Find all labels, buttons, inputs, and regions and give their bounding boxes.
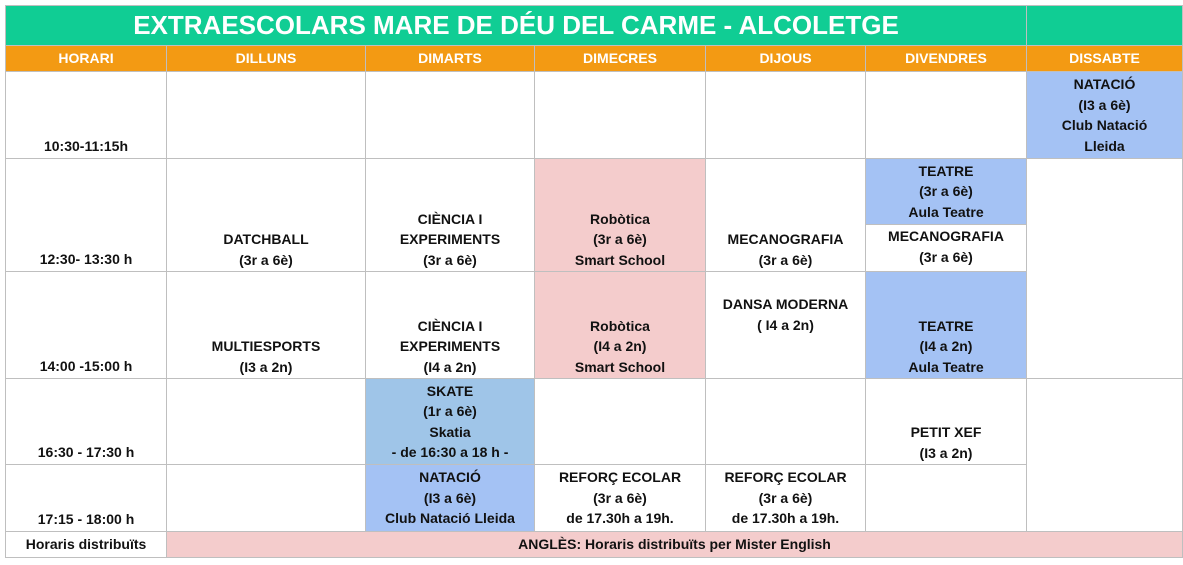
time-slot-1715[interactable] — [6, 465, 167, 532]
header-dissabte[interactable] — [1027, 46, 1183, 72]
header-dimarts[interactable] — [366, 46, 535, 72]
activity-location: Smart School — [574, 358, 666, 375]
time-label: 16:30 - 17:30 h — [37, 443, 135, 460]
empty-cell[interactable] — [1027, 159, 1183, 379]
empty-cell[interactable] — [1027, 379, 1183, 532]
grid-border — [5, 5, 1183, 6]
time-label: 14:00 -15:00 h — [39, 357, 133, 374]
activity-group: (I3 a 2n) — [239, 358, 293, 375]
header-label: DIMECRES — [583, 50, 657, 67]
activity-group: (3r a 6è) — [593, 489, 647, 506]
activity-group: (3r a 6è) — [758, 489, 813, 506]
activity-group: (I4 a 2n) — [593, 338, 647, 354]
empty-cell[interactable] — [535, 379, 706, 465]
activity-natacio-saturday[interactable] — [1027, 72, 1183, 159]
time-slot-1400[interactable] — [6, 272, 167, 379]
activity-group: (I3 a 6è) — [1078, 96, 1131, 113]
activity-group: (I4 a 2n) — [919, 338, 973, 354]
angles-note-text: ANGLÈS: Horaris distribuïts per Mister English — [518, 536, 831, 553]
activity-group: (I3 a 6è) — [423, 489, 477, 506]
activity-group: (3r a 6è) — [593, 231, 647, 247]
empty-cell[interactable] — [167, 379, 366, 465]
activity-group: (I3 a 2n) — [919, 444, 973, 461]
activity-name: CIÈNCIA I — [417, 317, 483, 334]
activity-location: Aula Teatre — [908, 203, 984, 220]
activity-teatre-2[interactable] — [866, 272, 1027, 379]
time-label: 17:15 - 18:00 h — [37, 510, 135, 527]
activity-name: EXPERIMENTS — [399, 231, 501, 247]
activity-group: (3r a 6è) — [919, 183, 973, 200]
activity-location: Lleida — [1084, 137, 1125, 154]
header-dijous[interactable] — [706, 46, 866, 72]
activity-name: MECANOGRAFIA — [888, 228, 1004, 244]
activity-group: (I4 a 2n) — [423, 358, 477, 375]
time-label: Horaris distribuïts — [25, 536, 147, 553]
empty-cell[interactable] — [167, 465, 366, 532]
header-dilluns[interactable] — [167, 46, 366, 72]
activity-name: MULTIESPORTS — [211, 338, 321, 354]
activity-name: CIÈNCIA I — [417, 210, 483, 227]
activity-group: (1r a 6è) — [423, 403, 477, 419]
header-label: DISSABTE — [1069, 50, 1140, 67]
time-slot-distributed[interactable] — [6, 532, 167, 558]
time-slot-1230[interactable] — [6, 159, 167, 272]
activity-ciencia-experiments-1[interactable] — [366, 159, 535, 272]
activity-group: (3r a 6è) — [423, 251, 477, 268]
header-divendres[interactable] — [866, 46, 1027, 72]
header-dimecres[interactable] — [535, 46, 706, 72]
activity-name: TEATRE — [918, 162, 974, 179]
activity-group: (3r a 6è) — [919, 248, 973, 265]
activity-ciencia-experiments-2[interactable] — [366, 272, 535, 379]
header-label: DIJOUS — [759, 50, 812, 67]
empty-cell[interactable] — [167, 72, 366, 159]
title-text: EXTRAESCOLARS MARE DE DÉU DEL CARME - ALCOLETGE — [133, 10, 899, 41]
activity-name: NATACIÓ — [419, 469, 481, 486]
activity-name: NATACIÓ — [1073, 76, 1136, 92]
empty-cell[interactable] — [866, 465, 1027, 532]
activity-robotica-1[interactable] — [535, 159, 706, 272]
activity-name: TEATRE — [918, 317, 974, 334]
activity-robotica-2[interactable] — [535, 272, 706, 379]
time-slot-1630[interactable] — [6, 379, 167, 465]
activity-schedule: de 17.30h a 19h. — [566, 510, 674, 527]
activity-name: EXPERIMENTS — [399, 338, 501, 354]
activity-mecanografia-friday[interactable] — [866, 225, 1027, 272]
activity-name: REFORÇ ECOLAR — [558, 469, 682, 486]
angles-note[interactable] — [167, 532, 1183, 558]
activity-reforc-thursday[interactable] — [706, 465, 866, 532]
activity-schedule: - de 16:30 a 18 h - — [391, 444, 509, 460]
activity-name: DATCHBALL — [223, 231, 309, 247]
activity-datchball[interactable] — [167, 159, 366, 272]
activity-name: Robòtica — [590, 317, 650, 334]
activity-mecanografia-thursday[interactable] — [706, 159, 866, 272]
header-label: DIVENDRES — [905, 50, 987, 67]
header-label: DIMARTS — [418, 50, 482, 67]
activity-location: Skatia — [429, 423, 471, 440]
time-slot-1030[interactable] — [6, 72, 167, 159]
activity-group: (3r a 6è) — [758, 251, 813, 268]
header-label: HORARI — [58, 50, 114, 67]
page-title[interactable] — [6, 6, 1027, 46]
activity-teatre-1[interactable] — [866, 159, 1027, 225]
time-label: 10:30-11:15h — [43, 137, 129, 154]
activity-name: Robòtica — [590, 210, 650, 227]
empty-cell[interactable] — [706, 379, 866, 465]
activity-group: ( I4 a 2n) — [757, 316, 814, 333]
activity-location: Smart School — [574, 251, 666, 268]
activity-name: MECANOGRAFIA — [727, 231, 844, 247]
activity-group: (3r a 6è) — [239, 251, 293, 268]
activity-petit-xef[interactable] — [866, 379, 1027, 465]
activity-name: SKATE — [426, 382, 474, 399]
activity-multiesports[interactable] — [167, 272, 366, 379]
activity-reforc-wednesday[interactable] — [535, 465, 706, 532]
header-label: DILLUNS — [235, 50, 297, 67]
title-side-cell[interactable] — [1027, 6, 1183, 46]
activity-name: DANSA MODERNA — [722, 296, 849, 312]
activity-name: REFORÇ ECOLAR — [724, 469, 847, 486]
activity-dansa-moderna[interactable] — [706, 272, 866, 379]
grid-border — [5, 6, 6, 558]
activity-skate[interactable] — [366, 379, 535, 465]
activity-location: Aula Teatre — [908, 358, 984, 375]
activity-name: PETIT XEF — [910, 424, 982, 440]
empty-cell[interactable] — [706, 72, 866, 159]
activity-natacio-tuesday[interactable] — [366, 465, 535, 532]
empty-cell[interactable] — [866, 72, 1027, 159]
empty-cell[interactable] — [366, 72, 535, 159]
empty-cell[interactable] — [535, 72, 706, 159]
activity-location: Club Natació Lleida — [385, 510, 515, 527]
time-label: 12:30- 13:30 h — [39, 250, 133, 267]
header-horari[interactable] — [6, 46, 167, 72]
activity-location: Club Natació — [1061, 117, 1148, 133]
activity-schedule: de 17.30h a 19h. — [731, 510, 840, 527]
